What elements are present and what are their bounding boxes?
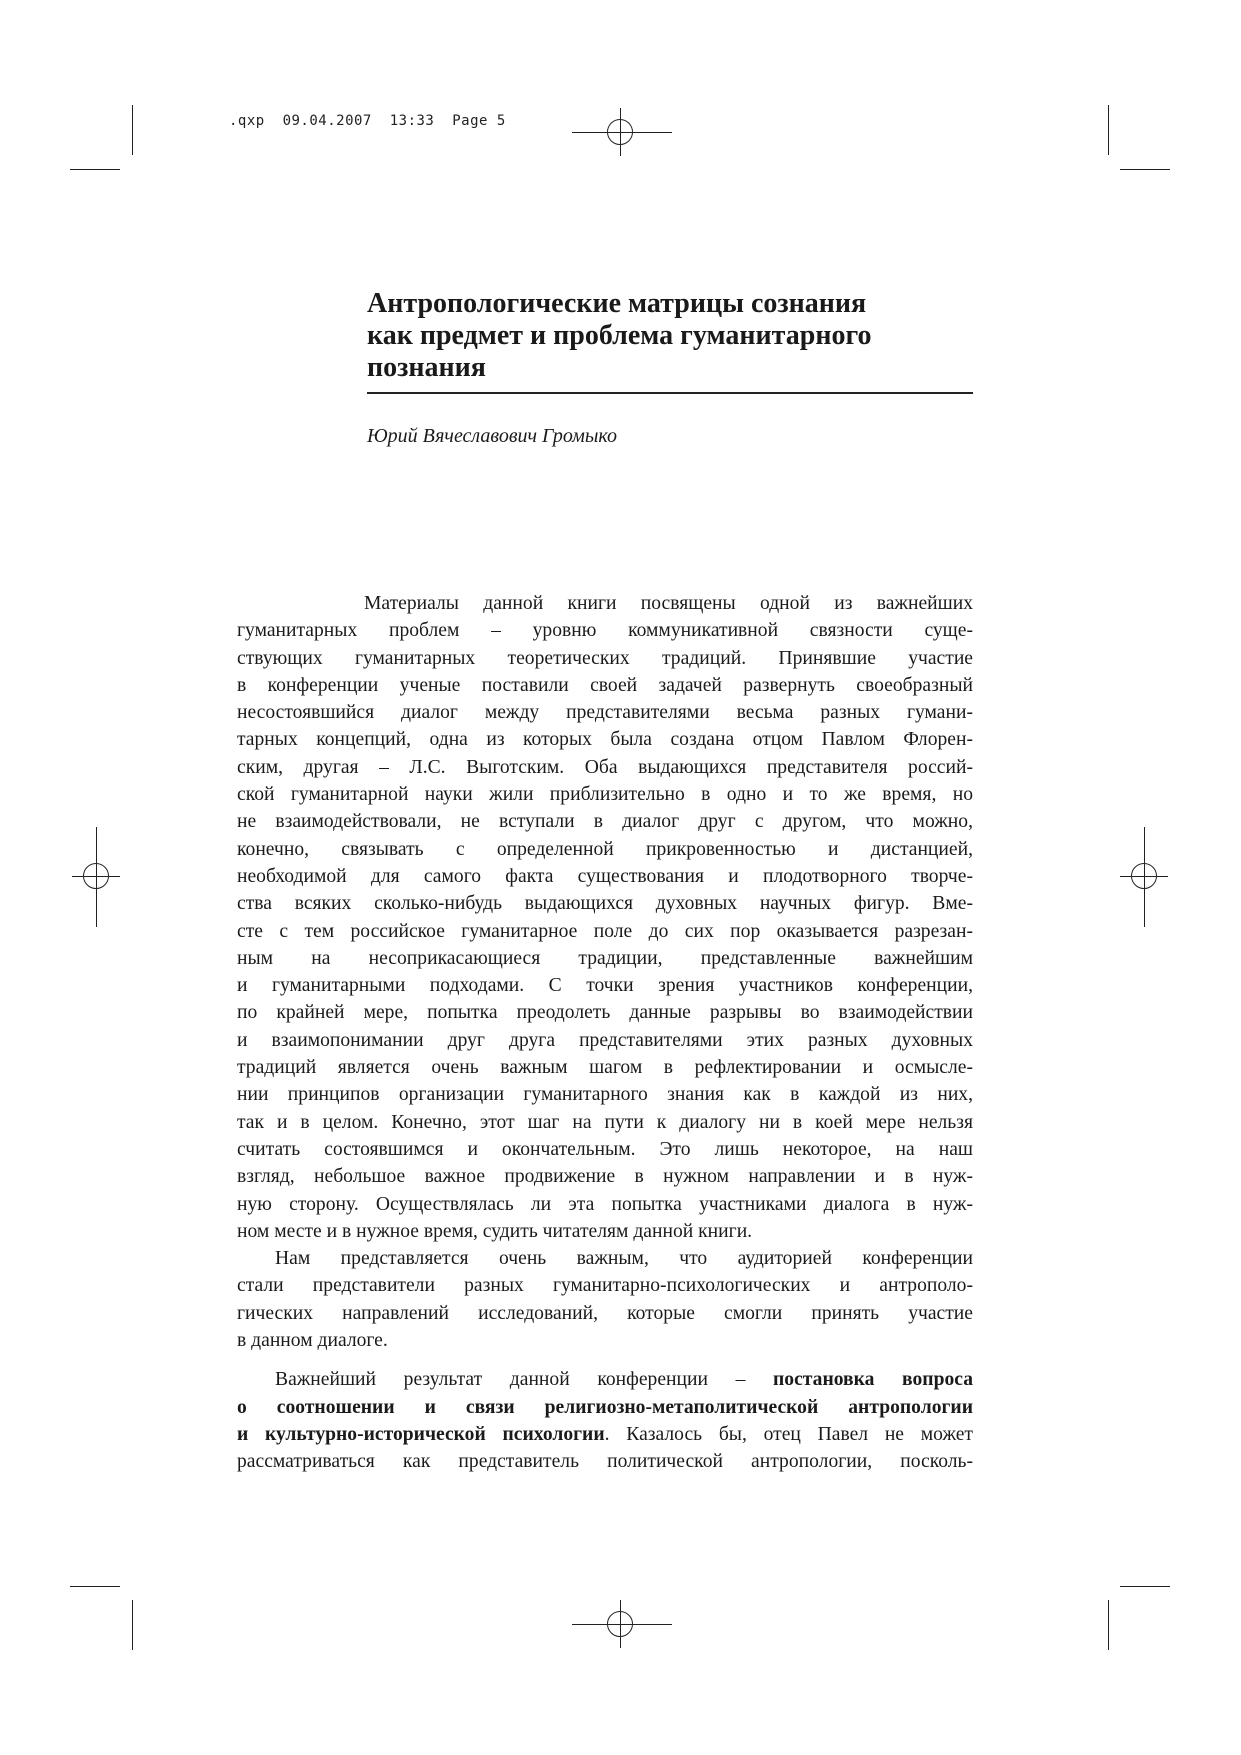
text-line: ным на несоприкасающиеся традиции, представленные важнейшим — [237, 947, 973, 969]
title-line: познания — [367, 352, 486, 383]
paragraph-2 — [237, 1245, 973, 1354]
title-line: как предмет и проблема гуманитарного — [367, 320, 872, 351]
article-author: Юрий Вячеславович Громыко — [367, 425, 617, 447]
registration-mark-top — [607, 119, 633, 145]
text-line: и гуманитарными подходами. С точки зрения участников конференции, — [237, 975, 973, 997]
crop-mark-top-left-h — [70, 169, 120, 170]
text-line: гуманитарных проблем – уровню коммуникативной связности суще- — [237, 620, 973, 642]
text-line: сте с тем российское гуманитарное поле до сих пор оказывается разрезан- — [237, 920, 973, 942]
text-line — [237, 1366, 973, 1393]
title-line: Антропологические матрицы сознания — [367, 288, 867, 319]
crop-mark-top-right-v — [1108, 105, 1109, 155]
text-line: ствующих гуманитарных теоретических традиций. Принявшие участие — [237, 647, 973, 669]
text-line: традиций является очень важным шагом в рефлектировании и осмысле- — [237, 1057, 973, 1079]
paragraph-3 — [237, 1366, 973, 1475]
crop-mark-bottom-right-v — [1108, 1600, 1109, 1650]
registration-mark-bottom — [607, 1611, 633, 1637]
text-line: конечно, связывать с определенной прикровенностью и дистанцией, — [237, 838, 973, 860]
text-line — [237, 1394, 973, 1421]
print-slug: .qxp 09.04.2007 13:33 Page 5 — [229, 113, 506, 129]
text-line: считать состоявшимся и окончательным. Это лишь некоторое, на наш — [237, 1138, 973, 1160]
text-line: Нам представляется очень важным, что аудиторией конференции — [275, 1248, 973, 1270]
text-line: так и в целом. Конечно, этот шаг на пути к диалогу ни в коей мере нельзя — [237, 1111, 973, 1133]
crop-mark-bottom-right-h — [1120, 1586, 1170, 1587]
bold-run: и культурно-исторической психологии — [237, 1423, 605, 1445]
crop-mark-top-left-v — [132, 105, 133, 155]
text-line: по крайней мере, попытка преодолеть данные разрывы во взаимодействии — [237, 1002, 973, 1024]
article-body — [237, 590, 973, 1476]
crop-mark-bottom-left-v — [132, 1600, 133, 1650]
bold-run: постановка вопроса — [773, 1369, 973, 1391]
text-line: взгляд, небольшое важное продвижение в нужном направлении и в нуж- — [237, 1166, 973, 1188]
text-line: не взаимодействовали, не вступали в диалог друг с другом, что можно, — [237, 811, 973, 833]
text-line: гических направлений исследований, которые смогли принять участие — [237, 1302, 973, 1324]
text-line: ную сторону. Осуществлялась ли эта попытка участниками диалога в нуж- — [237, 1193, 973, 1215]
text-line: в конференции ученые поставили своей задачей развернуть своеобразный — [237, 674, 973, 696]
text-line: несостоявшийся диалог между представителями весьма разных гумани- — [237, 702, 973, 724]
text-line: рассматриваться как представитель политической антропологии, посколь- — [237, 1451, 973, 1473]
text-line: стали представители разных гуманитарно-психологических и антрополо- — [237, 1275, 973, 1297]
crop-mark-bottom-left-h — [70, 1586, 120, 1587]
text-line: нии принципов организации гуманитарного знания как в каждой из них, — [237, 1084, 973, 1106]
text-line: в данном диалоге. — [237, 1330, 388, 1352]
paragraph-1 — [237, 590, 973, 1245]
text-line: ном месте и в нужное время, судить читателям данной книги. — [237, 1220, 753, 1242]
text-line: и взаимопонимании друг друга представителями этих разных духовных — [237, 1029, 973, 1051]
text-line: ской гуманитарной науки жили приблизительно в одно и то же время, но — [237, 784, 973, 806]
text-line: Материалы данной книги посвящены одной из важнейших — [364, 593, 973, 614]
text-run: Важнейший результат данной конференции – — [275, 1369, 746, 1391]
text-line: ства всяких сколько-нибудь выдающихся духовных научных фигур. Вме- — [237, 893, 973, 915]
text-line: ским, другая – Л.С. Выготским. Оба выдающихся представителя россий- — [237, 756, 973, 778]
text-run: . Казалось бы, отец Павел не может — [604, 1423, 973, 1445]
title-rule — [367, 392, 973, 394]
registration-mark-left — [83, 863, 109, 889]
text-line: необходимой для самого факта существования и плодотворного творче- — [237, 865, 973, 887]
registration-mark-right — [1131, 863, 1157, 889]
text-line — [237, 1421, 973, 1448]
bold-run: о соотношении и связи религиозно-метаполитической антропологии — [237, 1396, 973, 1418]
crop-mark-top-right-h — [1120, 169, 1170, 170]
text-line: тарных концепций, одна из которых была создана отцом Павлом Флорен- — [237, 729, 973, 751]
article-title — [367, 288, 977, 384]
